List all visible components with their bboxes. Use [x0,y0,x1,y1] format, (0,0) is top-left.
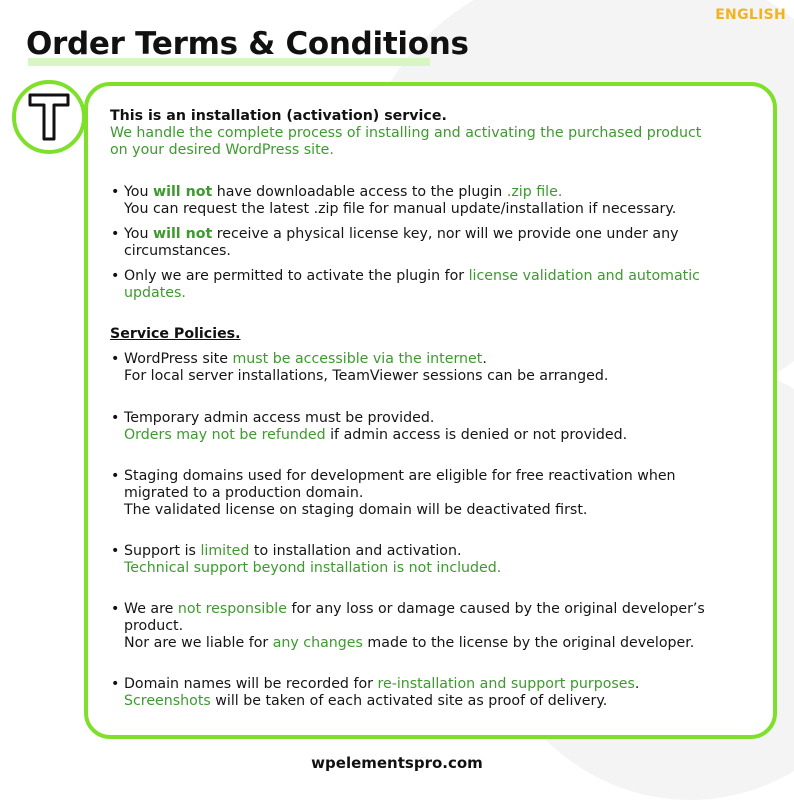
intro-section [110,108,750,159]
list-item: • Only we are permitted to activate the plugin for license validation and automatic updates. [110,268,750,302]
policy-list [110,468,750,519]
list-item: • You will not receive a physical license key, nor will we provide one under any circumstances. [110,226,750,260]
list-item: • WordPress site must be accessible via the internet. For local server installations, TeamViewer sessions can be arranged. [110,351,750,385]
letter-t-icon [26,92,72,142]
list-item: • You will not have downloadable access to the plugin .zip file. You can request the latest .zip file for manual update/installation if necessary. [110,184,750,218]
footer-site-name[interactable]: wpelementspro.com [311,754,483,772]
list-item: • Staging domains used for development are eligible for free reactivation when migrated to a production domain. The validated license on staging domain will be deactivated first. [110,468,750,519]
list-item: • Domain names will be recorded for re-installation and support purposes. Screenshots will be taken of each activated site as proof of delivery. [110,676,750,710]
policy-list [110,351,750,385]
policy-list [110,676,750,710]
language-label[interactable]: ENGLISH [715,7,786,23]
service-policies-heading: Service Policies. [110,326,241,342]
t-badge-icon [12,80,86,154]
page-title: Order Terms & Conditions [26,26,469,62]
service-bullet-list [110,268,750,302]
intro-heading: This is an installation (activation) service. [110,108,447,124]
policy-list [110,543,750,577]
policy-list [110,601,750,652]
list-item: • Support is limited to installation and activation. Technical support beyond installation is not included. [110,543,750,577]
intro-line: on your desired WordPress site. [110,142,334,158]
list-item: • We are not responsible for any loss or damage caused by the original developer’s product. Nor are we liable for any changes made to the license by the original developer. [110,601,750,652]
service-bullet-list [110,184,750,218]
intro-line: We handle the complete process of installing and activating the purchased product [110,125,702,141]
service-bullet-list [110,226,750,260]
policy-list [110,410,750,444]
list-item: • Temporary admin access must be provided. Orders may not be refunded if admin access is denied or not provided. [110,410,750,444]
